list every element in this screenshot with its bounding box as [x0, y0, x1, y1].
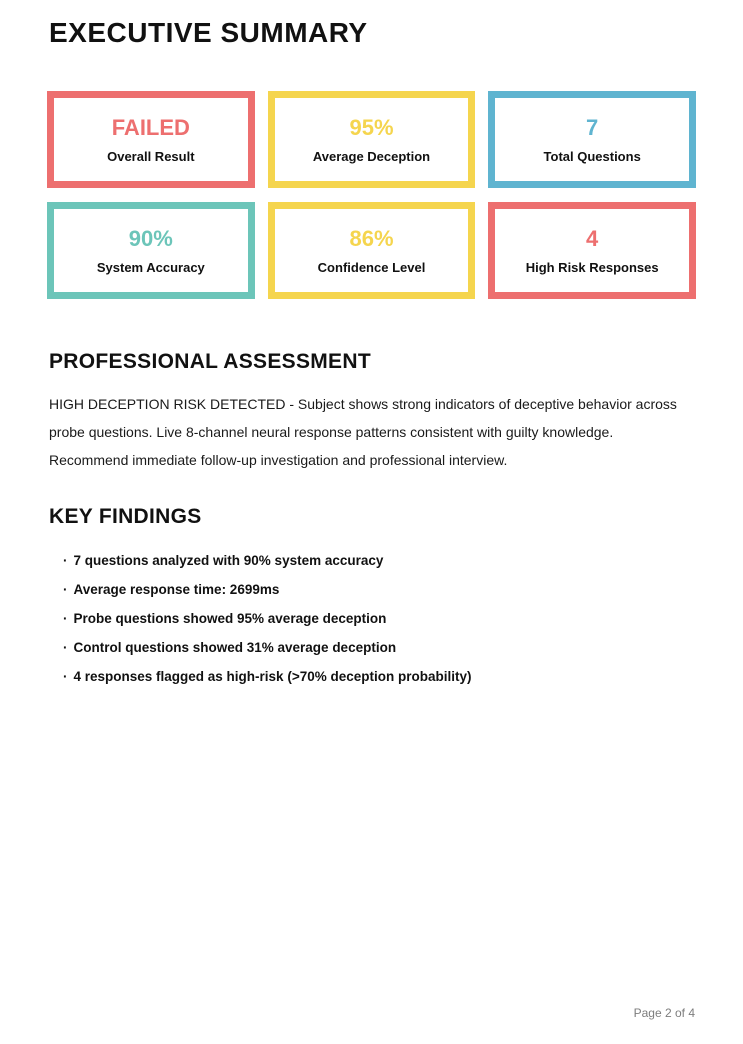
metric-value: 7	[586, 114, 599, 140]
metric-card-system-accuracy	[47, 202, 255, 299]
findings-heading: KEY FINDINGS	[49, 505, 202, 528]
page-number: Page 2 of 4	[633, 1006, 695, 1020]
metric-label: Confidence Level	[317, 259, 426, 275]
findings-list	[49, 546, 696, 691]
metric-value: 90%	[128, 225, 173, 251]
metric-card-total-questions	[488, 91, 696, 188]
metric-label: Average Deception	[312, 148, 431, 164]
metric-label: High Risk Responses	[525, 259, 659, 275]
assessment-body-text: HIGH DECEPTION RISK DETECTED - Subject shows strong indicators of deceptive behavior across probe questions. Live 8-channel neural response patterns consistent with guilty knowledge. Recommend immediate follow-up investigation and professional interview.	[49, 396, 677, 468]
metric-value: 86%	[349, 225, 394, 251]
page-title: EXECUTIVE SUMMARY	[49, 17, 368, 48]
metric-label: Total Questions	[543, 148, 641, 164]
metric-label: Overall Result	[107, 148, 195, 164]
finding-item: · Control questions showed 31% average deception	[63, 633, 696, 662]
metric-card-confidence-level	[268, 202, 476, 299]
metric-value: 95%	[349, 114, 394, 140]
finding-item: · Probe questions showed 95% average deception	[63, 604, 696, 633]
assessment-heading: PROFESSIONAL ASSESSMENT	[49, 350, 371, 373]
metric-value: FAILED	[111, 114, 190, 140]
metrics-grid	[47, 91, 696, 299]
metric-card-overall-result	[47, 91, 255, 188]
key-findings-section	[49, 505, 696, 691]
finding-item: · Average response time: 2699ms	[63, 575, 696, 604]
metric-card-average-deception	[268, 91, 476, 188]
metric-card-high-risk-responses	[488, 202, 696, 299]
metric-label: System Accuracy	[96, 259, 205, 275]
finding-item: · 4 responses flagged as high-risk (>70% deception probability)	[63, 662, 696, 691]
finding-item: · 7 questions analyzed with 90% system accuracy	[63, 546, 696, 575]
professional-assessment-section	[49, 350, 696, 474]
metric-value: 4	[586, 225, 599, 251]
